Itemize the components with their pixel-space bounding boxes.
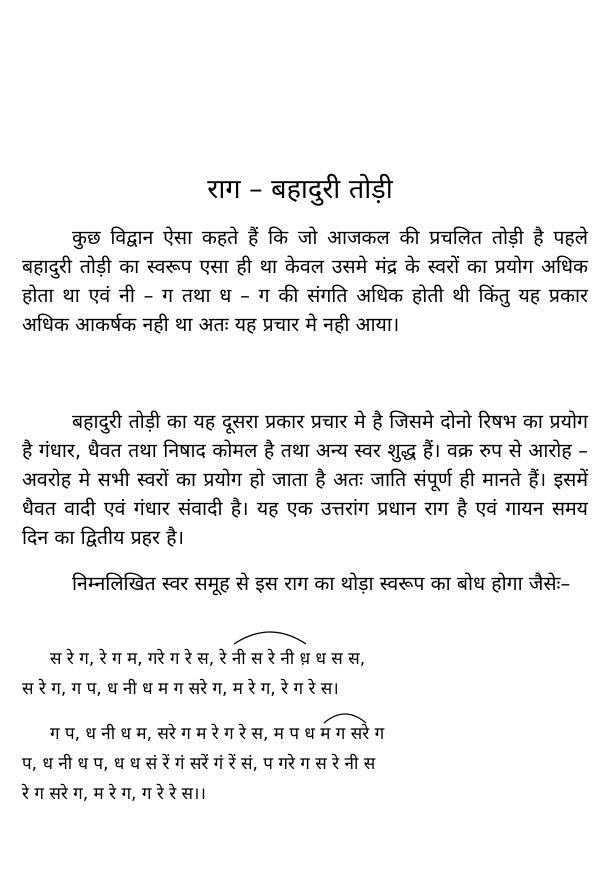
notation-line: रे ग सरे ग, म रे ग, ग रे रे स।।	[22, 784, 206, 804]
notation-line: प, ध नी ध प, ध ध सं रें गं सरें गं रें सं, प गरे ग स रे नी स	[22, 754, 376, 774]
paragraph-notation-intro: निम्नलिखित स्वर समूह से इस राग का थोड़ा स्वरूप का बोध होगा जैसेः–	[72, 572, 571, 595]
notation-line: स रे ग, ग प, ध नी ध म ग सरे ग, म रे ग, रे ग रे स।	[22, 679, 339, 699]
notation-line: ग प, ध नी ध म, सरे ग म रे ग रे स, म प ध म ग सरे ग	[50, 724, 385, 744]
notation-line: स रे ग, रे ग म, गरे ग रे स, रे नी स रे नी ध़ ध स स,	[50, 649, 366, 669]
meend-arc	[230, 626, 310, 646]
paragraph-description: बहादुरी तोड़ी का यह दूसरा प्रकार प्रचार मे है जिसमे दोनो रिषभ का प्रयोग है गंधार, धैवत तथा निषाद कोमल है तथा अन्य स्वर शुद्ध हैं। वक्र रुप से आरोह – अवरोह मे सभी स्वरों का प्रयोग हो जाता है अतः जाति संपूर्ण ही मानते हैं। इसमें धैवत वादी एवं गंधार संवादी है। यह एक उत्तरांग प्रधान राग है एवं गायन समय दिन का द्वितीय प्रहर है।	[22, 410, 588, 549]
notation-group-1	[22, 644, 592, 704]
notation-group-2	[22, 719, 592, 809]
paragraph-intro: कुछ विद्वान ऐसा कहते हैं कि जो आजकल की प्रचलित तोड़ी है पहले बहादुरी तोड़ी का स्वरूप एसा ही था केवल उसमे मंद्र के स्वरों का प्रयोग अधिक होता था एवं नी – ग तथा ध – ग की संगति अधिक होती थी किंतु यह प्रकार अधिक आकर्षक नही था अतः यह प्रचार मे नही आया।	[22, 226, 588, 336]
page-title: राग – बहादुरी तोड़ी	[207, 174, 393, 205]
